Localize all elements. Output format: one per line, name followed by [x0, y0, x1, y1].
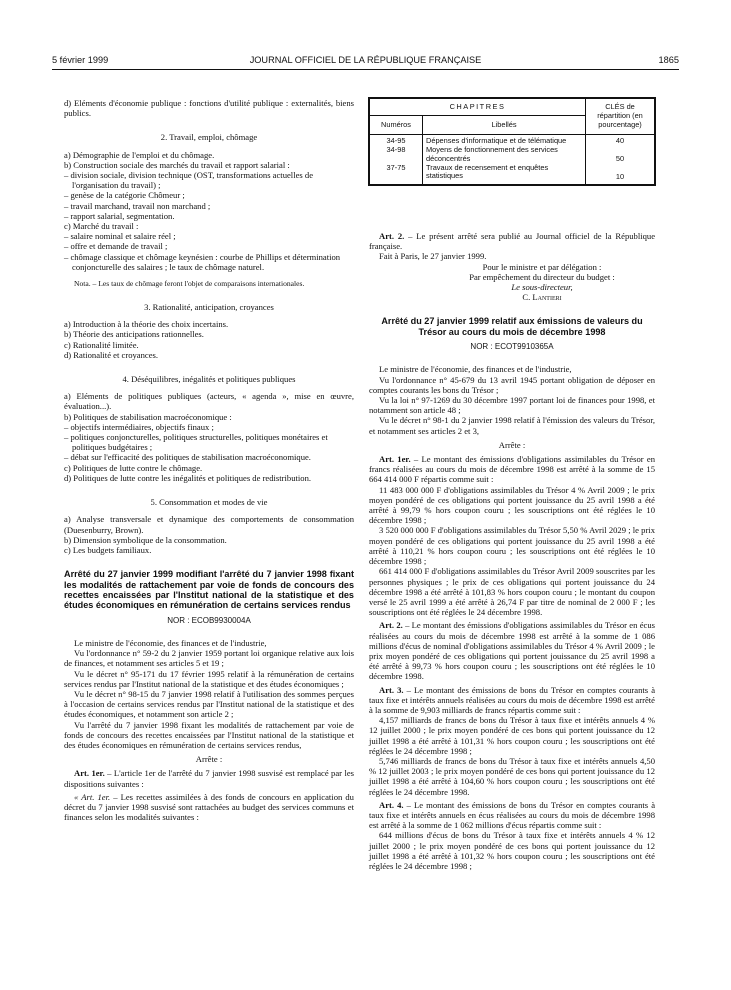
table-header-libelles: Libellés — [423, 116, 586, 135]
list-item: b) Théorie des anticipations rationnelles. — [64, 329, 204, 340]
article-paragraph: 4,157 milliards de francs de bons du Trésor à taux fixe et intérêts annuels 4 % 12 juillet 2000 ; le prix moyen pondéré de ces bons qui portent jouissance du 12 juillet 1998 a été arrêté à 101,31 % hors coupon couru ; les souscriptions ont été réglées le 24 décembre 1998 ; — [369, 715, 655, 756]
table-cell-num: 37-75 — [386, 163, 406, 172]
list-item: d) Rationalité et croyances. — [64, 349, 159, 360]
table-row — [370, 135, 655, 185]
article-text: – Le présent arrêté sera publié au Journal officiel de la République française. — [369, 231, 656, 252]
header-rule — [52, 69, 679, 70]
article-3 — [369, 685, 655, 716]
table-cell-libelle: Travaux de recensement et enquêtes statistiques — [426, 162, 549, 181]
list-item: – objectifs intermédiaires, objectifs finaux ; — [64, 421, 214, 432]
article-text: – Le montant des émissions de bons du Trésor en comptes courants à taux fixe et intérêts annuels réalisées au cours du mois de décembre 1998 est arrêté à la somme de 9,903 milliards de francs répartis comme suit : — [369, 684, 656, 715]
signature-title: Le sous-directeur, — [511, 282, 573, 293]
fait-a-paris: Fait à Paris, le 27 janvier 1999. — [379, 251, 487, 262]
article-label: Art. 2. — [379, 231, 405, 241]
list-item: – genèse de la catégorie Chômeur ; — [64, 190, 185, 201]
article-2 — [369, 620, 655, 681]
header-page-number: 1865 — [658, 55, 679, 65]
list-item: – débat sur l'efficacité des politiques de stabilisation macroéconomique. — [64, 452, 311, 463]
note-chomage: Nota. – Les taux de chômage feront l'objet de comparaisons internationales. — [74, 279, 305, 289]
item-4c: c) Politiques de lutte contre le chômage. — [64, 462, 203, 473]
repartition-table — [369, 98, 655, 185]
signature-name: C. Lantieri — [522, 292, 562, 303]
item-2a: a) Démographie de l'emploi et du chômage. — [64, 149, 215, 160]
list-item: – salaire nominal et salaire réel ; — [64, 231, 176, 242]
list-item: – travail marchand, travail non marchand ; — [64, 200, 211, 211]
list-item: – rapport salarial, segmentation. — [64, 210, 175, 221]
list-item: – politiques conjoncturelles, politiques structurelles, politiques monétaires et politiques budgétaires ; — [64, 432, 328, 453]
article-label: Art. 1er. — [74, 768, 105, 779]
decree-paragraph: Vu l'ordonnance n° 59-2 du 2 janvier 1959 portant loi organique relative aux lois de finances, et notamment ses articles 5 et 19 ; — [64, 648, 354, 669]
table-header-cles: CLÉS de répartition (en pourcentage) — [586, 99, 655, 135]
section-5-title: 5. Consommation et modes de vie — [150, 497, 268, 508]
header-journal-title: JOURNAL OFFICIEL DE LA RÉPUBLIQUE FRANÇAISE — [249, 55, 482, 65]
signature-line: Par empêchement du directeur du budget : — [469, 271, 615, 282]
decree-paragraph: Vu le décret n° 98-1 du 2 janvier 1998 relatif à l'émission des valeurs du Trésor, et notamment ses articles 2 et 3, — [369, 415, 655, 436]
list-item: a) Introduction à la théorie des choix incertains. — [64, 319, 229, 330]
table-cell-num: 34-95 — [386, 136, 406, 145]
table-cell-value: 40 — [615, 136, 625, 145]
article-4 — [369, 800, 655, 831]
signature-line: Pour le ministre et par délégation : — [482, 261, 602, 272]
left-column — [64, 98, 354, 822]
article-label: Art. 3. — [379, 684, 404, 695]
article-1 — [369, 454, 655, 485]
right-column-text — [369, 231, 655, 871]
article-paragraph: 11 483 000 000 F d'obligations assimilables du Trésor 4 % Avril 2009 ; le prix moyen pondéré de ces obligations qui portent jouissance du 25 avril 1998 a été arrêté à 99,79 % hors coupon couru ; les souscriptions ont été réglées le 10 décembre 1998 ; — [369, 484, 655, 526]
table-header-numeros: Numéros — [370, 116, 423, 135]
table-cell-value: 50 — [615, 154, 625, 163]
header-date: 5 février 1999 — [52, 55, 109, 65]
table-cell-libelle: Moyens de fonctionnement des services déconcentrés — [426, 145, 558, 163]
decree-paragraph: Le ministre de l'économie, des finances et de l'industrie, — [379, 364, 572, 375]
decree-2-title: Arrêté du 27 janvier 1999 relatif aux émissions de valeurs du Trésor au cours du mois de décembre 1998 — [381, 316, 643, 337]
list-item: – offre et demande de travail ; — [64, 241, 168, 252]
decree-paragraph: Vu l'ordonnance n° 45-679 du 13 avril 1945 portant obligation de déposer en comptes courants les bons du Trésor ; — [369, 374, 655, 395]
article-text: – Le montant des émissions d'obligations assimilables du Trésor en écus réalisées au cours du mois de décembre 1998 est arrêté à la somme de 1 086 millions d'écus de nominal d'obligations assimilables du Trésor 4 % Avril 2009 ; le prix moyen pondéré de ces obligations qui portent jouissance du 25 avril 1998 a été arrêté à 99,73 % hors coupon couru ; les souscriptions ont été réglées le 10 décembre 1998. — [369, 620, 655, 682]
item-4d: d) Politiques de lutte contre les inégalités et politiques de redistribution. — [64, 472, 312, 483]
list-item: – division sociale, division technique (OST, transformations actuelles de l'organisation du travail) ; — [64, 170, 314, 191]
running-header — [52, 55, 679, 67]
decree-paragraph: Vu la loi n° 97-1269 du 30 décembre 1997 portant loi de finances pour 1998, et notamment son article 48 ; — [369, 395, 655, 416]
section-2-title: 2. Travail, emploi, chômage — [160, 132, 258, 143]
table-cell-num: 34-98 — [386, 145, 406, 154]
article-paragraph: 3 520 000 000 F d'obligations assimilables du Trésor 5,50 % Avril 2029 ; le prix moyen pondéré de ces obligations qui portent jouissance du 25 avril 1998 a été arrêté à 110,21 % hors coupon couru ; les souscriptions ont été réglées le 10 décembre 1998 ; — [369, 525, 655, 567]
list-item: b) Dimension symbolique de la consommation. — [64, 534, 227, 545]
article-2 — [369, 231, 655, 251]
article-text: – L'article 1er de l'arrêté du 7 janvier 1998 susvisé est remplacé par les dispositions suivantes : — [64, 768, 354, 789]
list-item: c) Les budgets familiaux. — [64, 544, 152, 555]
list-item: c) Rationalité limitée. — [64, 339, 139, 350]
section-4-title: 4. Déséquilibres, inégalités et politiques publiques — [122, 374, 296, 385]
article-paragraph: 5,746 milliards de francs de bons du Trésor à taux fixe et intérêts annuels 4,50 % 12 juillet 2003 ; le prix moyen pondéré de ces bons qui portent jouissance du 12 juillet 1998 a été arrêté à 104,60 % hors coupon couru ; les souscriptions ont été réglées le 24 décembre 1998. — [369, 755, 655, 797]
article-paragraph: 661 414 000 F d'obligations assimilables du Trésor Avril 2009 souscrites par les personnes physiques ; le prix de ces obligations qui portent jouissance du 24 décembre 1998 a été arrêté à 101,83 % hors coupon couru ; le montant du coupon versé le 25 avril 1999 a été arrêté à 26,74 F par titre de nominal de 2 000 F ; les souscriptions ont été réglées le 24 décembre 1998. — [369, 566, 655, 618]
item-4a: a) Eléments de politiques publiques (acteurs, « agenda », mise en œuvre, évaluation...). — [64, 391, 354, 412]
arrete-label: Arrête : — [195, 754, 223, 765]
table-cell-libelle: Dépenses d'informatique et de télématique — [426, 136, 567, 145]
decree-paragraph: Vu le décret n° 95-171 du 17 février 1995 relatif à la rémunération de certains services rendus par l'Institut national de la statistique et des études économiques ; — [64, 668, 354, 689]
item-2c: c) Marché du travail : — [64, 221, 139, 232]
decree-paragraph: Vu l'arrêté du 7 janvier 1998 fixant les modalités de rattachement par voie de fonds de concours des recettes encaissées par l'Institut national de la statistique et des études économiques en rémunération de certains services rendus, — [64, 719, 354, 750]
arrete-label: Arrête : — [498, 439, 526, 450]
article-text: – Le montant des émissions d'obligations assimilables du Trésor en francs réalisées au cours du mois de décembre 1998 est arrêté à la somme de 15 664 414 000 F répartis comme suit : — [369, 454, 656, 485]
list-item: a) Analyse transversale et dynamique des comportements de consommation (Duesenburry, Brown). — [64, 514, 354, 535]
decree-title: Arrêté du 27 janvier 1999 modifiant l'arrêté du 7 janvier 1998 fixant les modalités de rattachement par voie de fonds de concours des recettes encaissées par l'Institut national de la statistique et des études économiques en rémunération de certains services rendus — [64, 569, 354, 611]
article-label: Art. 4. — [379, 799, 404, 810]
article-1-quote — [64, 792, 354, 823]
item-4b: b) Politiques de stabilisation macroéconomique : — [64, 411, 232, 422]
decree-nor: NOR : ECOB9930004A — [167, 615, 251, 625]
decree-2-nor: NOR : ECOT9910365A — [470, 342, 554, 352]
item-d-economie-publique: d) Eléments d'économie publique : fonctions d'utilité publique : externalités, biens publics. — [64, 98, 354, 119]
item-2b: b) Construction sociale des marchés du travail et rapport salarial : — [64, 159, 290, 170]
table-header-chapitres: CHAPITRES — [370, 99, 586, 116]
article-text: – Le montant des émissions de bons du Trésor en comptes courants à taux fixe et intérêts annuels en écus réalisées au cours du mois de décembre 1998 est arrêté à la somme de 1 062 millions d'écus répartis comme suit : — [369, 799, 656, 831]
article-label: « Art. 1er. — [74, 791, 111, 802]
article-text: – Les recettes assimilées à des fonds de concours en application du décret du 7 janvier 1998 susvisé sont rattachées au budget des services communs et finances selon les modalités suivantes : — [64, 791, 354, 823]
article-1 — [64, 768, 354, 788]
section-3-title: 3. Rationalité, anticipation, croyances — [144, 302, 274, 313]
right-column — [369, 98, 656, 871]
article-label: Art. 2. — [379, 620, 403, 631]
decree-paragraph: Vu le décret n° 98-15 du 7 janvier 1998 relatif à l'utilisation des sommes perçues à l'occasion de certains services rendus par l'Institut national de la statistique et des études économiques, et notamment son article 2 ; — [64, 688, 354, 720]
article-paragraph: 644 millions d'écus de bons du Trésor à taux fixe et intérêts annuels 4 % 12 juillet 2000 ; le prix moyen pondéré de ces bons qui portent jouissance du 12 juillet 1998 a été arrêté à 101,32 % hors coupon couru ; les souscriptions ont été réglées le 24 décembre 1998 ; — [369, 830, 655, 871]
article-label: Art. 1er. — [379, 454, 411, 465]
decree-paragraph: Le ministre de l'économie, des finances et de l'industrie, — [74, 637, 267, 648]
table-cell-value: 10 — [615, 172, 625, 181]
list-item: – chômage classique et chômage keynésien : courbe de Phillips et détermination conjoncturelle des salaires ; le taux de chômage naturel. — [64, 251, 341, 272]
